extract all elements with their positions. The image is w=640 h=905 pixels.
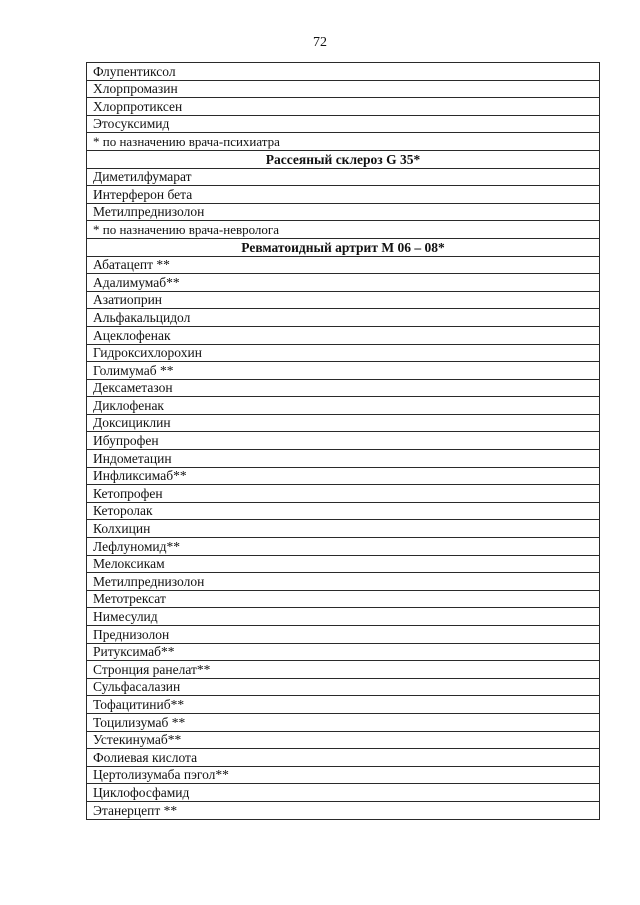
drug-row bbox=[87, 203, 600, 221]
note-text: * по назначению врача-невролога bbox=[87, 221, 600, 239]
drug-name: Этанерцепт ** bbox=[87, 801, 600, 819]
drug-row bbox=[87, 678, 600, 696]
drug-row bbox=[87, 555, 600, 573]
drug-row bbox=[87, 485, 600, 503]
section-title: Ревматоидный артрит М 06 – 08* bbox=[87, 238, 600, 256]
drug-row bbox=[87, 626, 600, 644]
drug-row bbox=[87, 643, 600, 661]
page-number: 72 bbox=[313, 35, 327, 50]
drug-name: Сульфасалазин bbox=[87, 678, 600, 696]
drug-row bbox=[87, 766, 600, 784]
drug-row bbox=[87, 98, 600, 116]
drug-name: Кеторолак bbox=[87, 502, 600, 520]
drug-name: Инфликсимаб** bbox=[87, 467, 600, 485]
drug-name: Мелоксикам bbox=[87, 555, 600, 573]
drug-row bbox=[87, 256, 600, 274]
drug-name: Метилпреднизолон bbox=[87, 573, 600, 591]
note-row bbox=[87, 133, 600, 151]
drug-name: Абатацепт ** bbox=[87, 256, 600, 274]
note-text: * по назначению врача-психиатра bbox=[87, 133, 600, 151]
drug-row bbox=[87, 450, 600, 468]
drug-name: Хлорпротиксен bbox=[87, 98, 600, 116]
drug-name: Метилпреднизолон bbox=[87, 203, 600, 221]
drug-row bbox=[87, 467, 600, 485]
drug-name: Флупентиксол bbox=[87, 63, 600, 81]
drug-row bbox=[87, 573, 600, 591]
drug-name: Тоцилизумаб ** bbox=[87, 713, 600, 731]
drug-name: Цертолизумаба пэгол** bbox=[87, 766, 600, 784]
drug-name: Альфакальцидол bbox=[87, 309, 600, 327]
drug-row bbox=[87, 309, 600, 327]
drug-row bbox=[87, 414, 600, 432]
drug-name: Преднизолон bbox=[87, 626, 600, 644]
drug-name: Устекинумаб** bbox=[87, 731, 600, 749]
drug-name: Хлорпромазин bbox=[87, 80, 600, 98]
drug-row bbox=[87, 713, 600, 731]
drug-name: Нимесулид bbox=[87, 608, 600, 626]
drug-row bbox=[87, 608, 600, 626]
drug-name: Ацеклофенак bbox=[87, 326, 600, 344]
drug-row bbox=[87, 538, 600, 556]
drug-list-table bbox=[86, 62, 600, 820]
drug-row bbox=[87, 274, 600, 292]
drug-name: Интерферон бета bbox=[87, 186, 600, 204]
drug-name: Гидроксихлорохин bbox=[87, 344, 600, 362]
drug-name: Диклофенак bbox=[87, 397, 600, 415]
drug-name: Фолиевая кислота bbox=[87, 749, 600, 767]
drug-row bbox=[87, 326, 600, 344]
drug-name: Колхицин bbox=[87, 520, 600, 538]
drug-row bbox=[87, 362, 600, 380]
drug-row bbox=[87, 397, 600, 415]
drug-name: Дексаметазон bbox=[87, 379, 600, 397]
drug-row bbox=[87, 801, 600, 819]
drug-row bbox=[87, 696, 600, 714]
drug-name: Кетопрофен bbox=[87, 485, 600, 503]
drug-row bbox=[87, 80, 600, 98]
drug-name: Этосуксимид bbox=[87, 115, 600, 133]
drug-name: Циклофосфамид bbox=[87, 784, 600, 802]
note-row bbox=[87, 221, 600, 239]
drug-row bbox=[87, 63, 600, 81]
drug-row bbox=[87, 731, 600, 749]
drug-name: Лефлуномид** bbox=[87, 538, 600, 556]
drug-row bbox=[87, 520, 600, 538]
drug-name: Голимумаб ** bbox=[87, 362, 600, 380]
drug-name: Диметилфумарат bbox=[87, 168, 600, 186]
drug-name: Ритуксимаб** bbox=[87, 643, 600, 661]
drug-row bbox=[87, 291, 600, 309]
drug-name: Адалимумаб** bbox=[87, 274, 600, 292]
drug-list-body bbox=[87, 63, 600, 820]
drug-row bbox=[87, 115, 600, 133]
drug-row bbox=[87, 344, 600, 362]
drug-row bbox=[87, 432, 600, 450]
section-title: Рассеяный склероз G 35* bbox=[87, 150, 600, 168]
drug-row bbox=[87, 186, 600, 204]
section-header-row bbox=[87, 150, 600, 168]
section-header-row bbox=[87, 238, 600, 256]
drug-name: Индометацин bbox=[87, 450, 600, 468]
drug-name: Тофацитиниб** bbox=[87, 696, 600, 714]
drug-row bbox=[87, 168, 600, 186]
drug-name: Доксициклин bbox=[87, 414, 600, 432]
drug-name: Метотрексат bbox=[87, 590, 600, 608]
drug-row bbox=[87, 379, 600, 397]
drug-row bbox=[87, 661, 600, 679]
drug-row bbox=[87, 502, 600, 520]
drug-name: Стронция ранелат** bbox=[87, 661, 600, 679]
drug-row bbox=[87, 590, 600, 608]
drug-row bbox=[87, 784, 600, 802]
drug-row bbox=[87, 749, 600, 767]
drug-name: Ибупрофен bbox=[87, 432, 600, 450]
drug-name: Азатиоприн bbox=[87, 291, 600, 309]
